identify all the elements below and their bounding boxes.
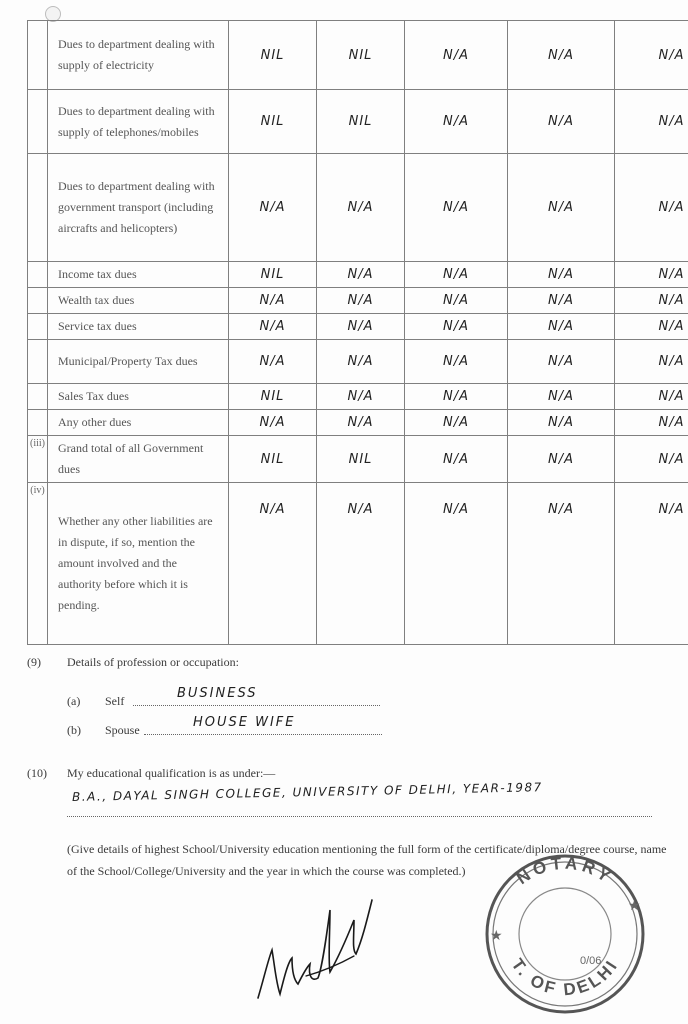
row-number xyxy=(28,384,48,410)
seal-bottom-text: T. OF DELHI xyxy=(507,955,623,1000)
row-value-cell: N/A xyxy=(508,262,615,288)
row-value-cell: N/A xyxy=(405,21,508,90)
row-value-cell: N/A xyxy=(615,384,688,410)
spouse-occupation-value: HOUSE WIFE xyxy=(193,715,296,730)
row-number xyxy=(28,340,48,384)
table-row xyxy=(28,436,688,483)
row-number xyxy=(28,410,48,436)
row-value-cell: N/A xyxy=(317,154,405,262)
spouse-label: Spouse xyxy=(105,723,140,737)
table-row xyxy=(28,483,688,645)
row-label: Sales Tax dues xyxy=(48,384,229,410)
row-value-cell: N/A xyxy=(229,410,317,436)
row-value-cell: N/A xyxy=(615,410,688,436)
row-value-cell: N/A xyxy=(317,410,405,436)
spouse-occupation-row xyxy=(67,723,140,738)
table-row xyxy=(28,262,688,288)
row-number xyxy=(28,314,48,340)
row-value-cell: N/A xyxy=(229,154,317,262)
row-label: Dues to department dealing with supply of electricity xyxy=(48,21,229,90)
dues-table xyxy=(27,20,688,645)
signature-image xyxy=(250,880,385,1020)
row-value-cell: N/A xyxy=(508,154,615,262)
row-value-cell: N/A xyxy=(508,410,615,436)
row-value-cell: N/A xyxy=(317,384,405,410)
row-value-cell: N/A xyxy=(615,262,688,288)
row-value-cell: N/A xyxy=(508,384,615,410)
row-value-cell: NIL xyxy=(317,436,405,483)
row-value-cell: NIL xyxy=(229,436,317,483)
education-dotted-line xyxy=(67,800,652,817)
row-value-cell: N/A xyxy=(317,262,405,288)
row-value-cell: N/A xyxy=(229,314,317,340)
row-value-cell: N/A xyxy=(615,288,688,314)
row-value-cell: N/A xyxy=(229,483,317,645)
row-value-cell: N/A xyxy=(405,90,508,154)
row-value-cell: N/A xyxy=(317,483,405,645)
section-9-number: (9) xyxy=(27,655,41,669)
section-10-title: My educational qualification is as under:— xyxy=(67,766,276,780)
self-occupation-value: BUSINESS xyxy=(177,686,258,701)
table-row xyxy=(28,21,688,90)
svg-text:NOTARY xyxy=(513,854,617,889)
row-value-cell: N/A xyxy=(405,314,508,340)
row-value-cell: N/A xyxy=(229,340,317,384)
row-label: Dues to department dealing with supply of telephones/mobiles xyxy=(48,90,229,154)
row-value-cell: N/A xyxy=(405,483,508,645)
table-row xyxy=(28,410,688,436)
row-value-cell: N/A xyxy=(405,384,508,410)
row-value-cell: NIL xyxy=(229,21,317,90)
dues-table-body xyxy=(28,21,688,645)
row-value-cell: N/A xyxy=(405,340,508,384)
row-value-cell: NIL xyxy=(317,90,405,154)
table-row xyxy=(28,314,688,340)
self-letter: (a) xyxy=(67,694,81,708)
row-number xyxy=(28,90,48,154)
education-instruction-note: (Give details of highest School/University education mentioning the full form of the certificate/diploma/degree course, name of the School/College/University and the year in which the course was completed.) xyxy=(67,842,667,878)
spouse-letter: (b) xyxy=(67,723,81,737)
row-value-cell: N/A xyxy=(229,288,317,314)
row-value-cell: N/A xyxy=(405,262,508,288)
row-number xyxy=(28,154,48,262)
section-9-heading xyxy=(0,655,688,675)
seal-top-text: NOTARY xyxy=(513,853,617,889)
seal-date: 0/06 xyxy=(580,955,602,967)
row-value-cell: N/A xyxy=(615,154,688,262)
self-label: Self xyxy=(105,694,125,708)
row-value-cell: NIL xyxy=(229,262,317,288)
section-10-number: (10) xyxy=(27,766,47,780)
row-label: Any other dues xyxy=(48,410,229,436)
notary-seal-image xyxy=(476,852,654,1014)
row-value-cell: N/A xyxy=(317,314,405,340)
row-value-cell: N/A xyxy=(615,483,688,645)
row-value-cell: N/A xyxy=(405,288,508,314)
row-value-cell: NIL xyxy=(317,21,405,90)
table-row xyxy=(28,154,688,262)
row-value-cell: N/A xyxy=(615,21,688,90)
svg-text:★: ★ xyxy=(490,929,503,944)
row-number: (iii) xyxy=(28,436,48,483)
table-row xyxy=(28,90,688,154)
table-row xyxy=(28,340,688,384)
row-value-cell: N/A xyxy=(508,21,615,90)
row-value-cell: N/A xyxy=(615,314,688,340)
row-value-cell: N/A xyxy=(405,154,508,262)
row-number xyxy=(28,262,48,288)
row-label: Wealth tax dues xyxy=(48,288,229,314)
row-value-cell: N/A xyxy=(317,288,405,314)
section-10-heading xyxy=(0,766,688,786)
row-number: (iv) xyxy=(28,483,48,645)
row-label: Whether any other liabilities are in dispute, if so, mention the amount involved and the authority before which it is pending. xyxy=(48,483,229,645)
row-value-cell: N/A xyxy=(508,288,615,314)
row-value-cell: N/A xyxy=(317,340,405,384)
row-value-cell: NIL xyxy=(229,384,317,410)
row-number xyxy=(28,288,48,314)
row-label: Grand total of all Government dues xyxy=(48,436,229,483)
svg-text:T. OF DELHI xyxy=(508,955,623,999)
row-label: Municipal/Property Tax dues xyxy=(48,340,229,384)
row-value-cell: N/A xyxy=(615,340,688,384)
row-value-cell: N/A xyxy=(508,340,615,384)
row-value-cell: N/A xyxy=(508,436,615,483)
row-value-cell: N/A xyxy=(615,436,688,483)
row-value-cell: N/A xyxy=(405,436,508,483)
row-number xyxy=(28,21,48,90)
row-label: Service tax dues xyxy=(48,314,229,340)
row-value-cell: NIL xyxy=(229,90,317,154)
education-value: B.A., DAYAL SINGH COLLEGE, UNIVERSITY OF DELHI, YEAR-1987 xyxy=(71,780,543,804)
row-value-cell: N/A xyxy=(508,90,615,154)
self-occupation-row xyxy=(67,694,124,709)
section-9-title: Details of profession or occupation: xyxy=(67,655,239,669)
row-value-cell: N/A xyxy=(615,90,688,154)
row-label: Dues to department dealing with government transport (including aircrafts and helicopters) xyxy=(48,154,229,262)
table-row xyxy=(28,384,688,410)
row-value-cell: N/A xyxy=(405,410,508,436)
svg-text:★: ★ xyxy=(628,899,641,914)
row-label: Income tax dues xyxy=(48,262,229,288)
row-value-cell: N/A xyxy=(508,314,615,340)
table-row xyxy=(28,288,688,314)
row-value-cell: N/A xyxy=(508,483,615,645)
